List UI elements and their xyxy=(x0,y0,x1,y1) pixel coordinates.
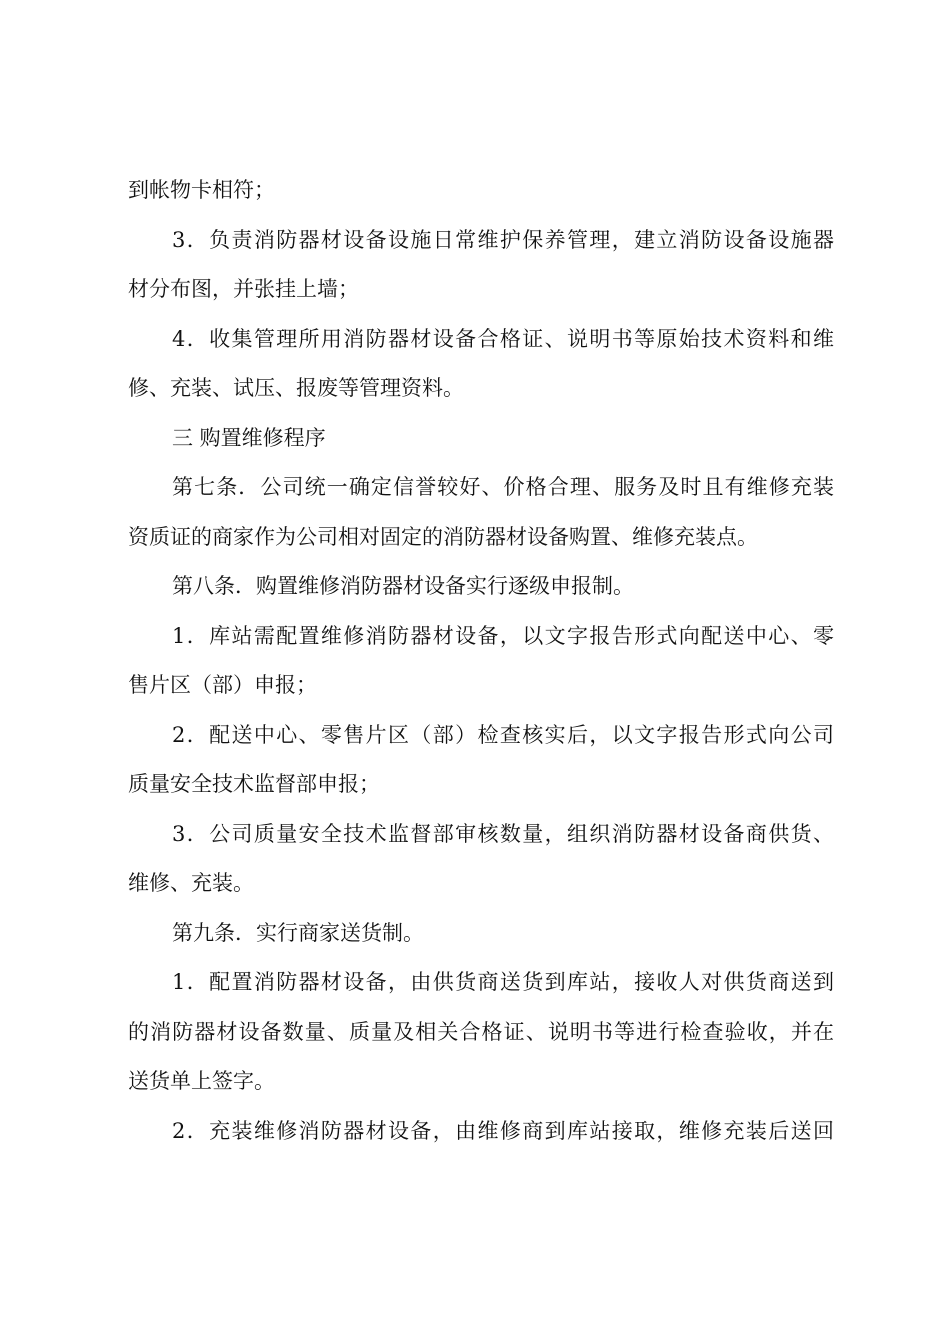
text-line: 资质证的商家作为公司相对固定的消防器材设备购置、维修充装点。 xyxy=(128,524,758,549)
text-line: 1．配置消防器材设备，由供货商送货到库站，接收人对供货商送到 xyxy=(172,970,834,994)
text-line: 修、充装、试压、报废等管理资料。 xyxy=(128,376,464,400)
text-line: 第九条．实行商家送货制。 xyxy=(172,920,424,945)
text-line: 材分布图，并张挂上墙； xyxy=(128,277,359,301)
text-line: 1．库站需配置维修消防器材设备，以文字报告形式向配送中心、零 xyxy=(172,623,834,648)
text-line: 2．配送中心、零售片区（部）检查核实后，以文字报告形式向公司 xyxy=(172,722,834,747)
text-line: 2．充装维修消防器材设备，由维修商到库站接取，维修充装后送回 xyxy=(172,1118,834,1143)
text-line: 的消防器材设备数量、质量及相关合格证、说明书等进行检查验收，并在 xyxy=(128,1019,834,1044)
text-line: 售片区（部）申报； xyxy=(128,673,317,697)
text-line: 送货单上签字。 xyxy=(128,1069,275,1093)
text-line: 质量安全技术监督部申报； xyxy=(128,772,380,796)
document-body xyxy=(128,166,834,1156)
text-line: 3．公司质量安全技术监督部审核数量，组织消防器材设备商供货、 xyxy=(172,821,834,846)
section-heading: 三 购置维修程序 xyxy=(172,425,326,450)
text-line: 第七条．公司统一确定信誉较好、价格合理、服务及时且有维修充装 xyxy=(172,475,834,499)
text-line: 4．收集管理所用消防器材设备合格证、说明书等原始技术资料和维 xyxy=(172,326,834,351)
text-line: 到帐物卡相符； xyxy=(128,178,275,202)
text-line: 3．负责消防器材设备设施日常维护保养管理，建立消防设备设施器 xyxy=(172,227,834,252)
text-line: 维修、充装。 xyxy=(128,871,254,895)
text-line: 第八条．购置维修消防器材设备实行逐级申报制。 xyxy=(172,574,634,598)
